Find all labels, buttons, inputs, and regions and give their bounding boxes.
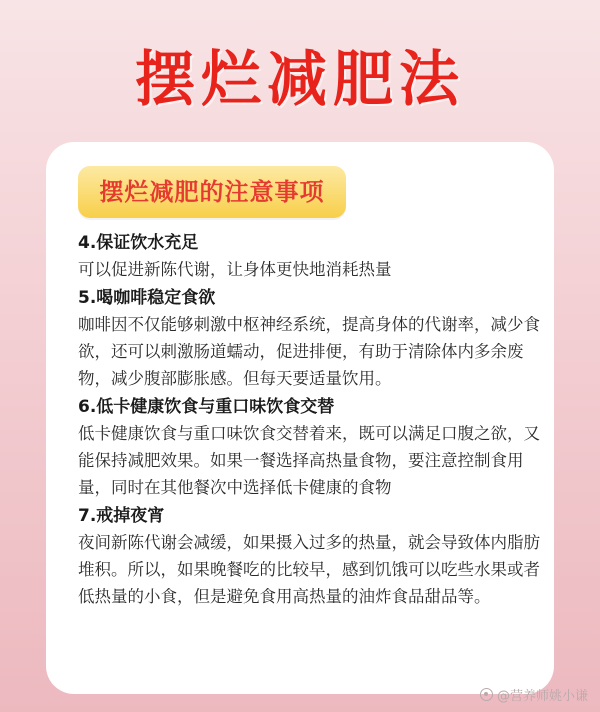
- tip-item: [78, 230, 542, 283]
- tip-body: 夜间新陈代谢会减缓，如果摄入过多的热量，就会导致体内脂肪堆积。所以，如果晚餐吃的比较早，感到饥饿可以吃些水果或者低热量的小食，但是避免食用高热量的油炸食品甜品等。: [78, 533, 540, 606]
- tip-body: 低卡健康饮食与重口味饮食交替着来，既可以满足口腹之欲，又能保持减肥效果。如果一餐选择高热量食物，要注意控制食用量，同时在其他餐次中选择低卡健康的食物: [78, 424, 540, 497]
- tip-item: [78, 394, 542, 501]
- tip-heading: 6.低卡健康饮食与重口味饮食交替: [78, 397, 335, 417]
- tip-body: 可以促进新陈代谢，让身体更快地消耗热量: [78, 260, 392, 279]
- page-title: 摆烂减肥法: [135, 45, 465, 115]
- watermark-logo-icon: [480, 688, 493, 701]
- tip-body: 咖啡因不仅能够刺激中枢神经系统，提高身体的代谢率，减少食欲，还可以刺激肠道蠕动，促进排便，有助于清除体内多余废物，减少腹部膨胀感。但每天要适量饮用。: [78, 315, 540, 388]
- tip-heading: 4.保证饮水充足: [78, 233, 199, 253]
- content-card: [46, 142, 554, 694]
- section-header-label: 摆烂减肥的注意事项: [99, 178, 325, 206]
- tip-heading: 5.喝咖啡稳定食欲: [78, 288, 216, 308]
- tip-heading: 7.戒掉夜宵: [78, 506, 165, 526]
- tip-item: [78, 503, 542, 610]
- section-header: [78, 166, 346, 218]
- watermark: [480, 685, 588, 704]
- tip-item: [78, 285, 542, 392]
- watermark-text: @营养师姚小谦: [496, 689, 588, 704]
- tips-list: [78, 230, 542, 612]
